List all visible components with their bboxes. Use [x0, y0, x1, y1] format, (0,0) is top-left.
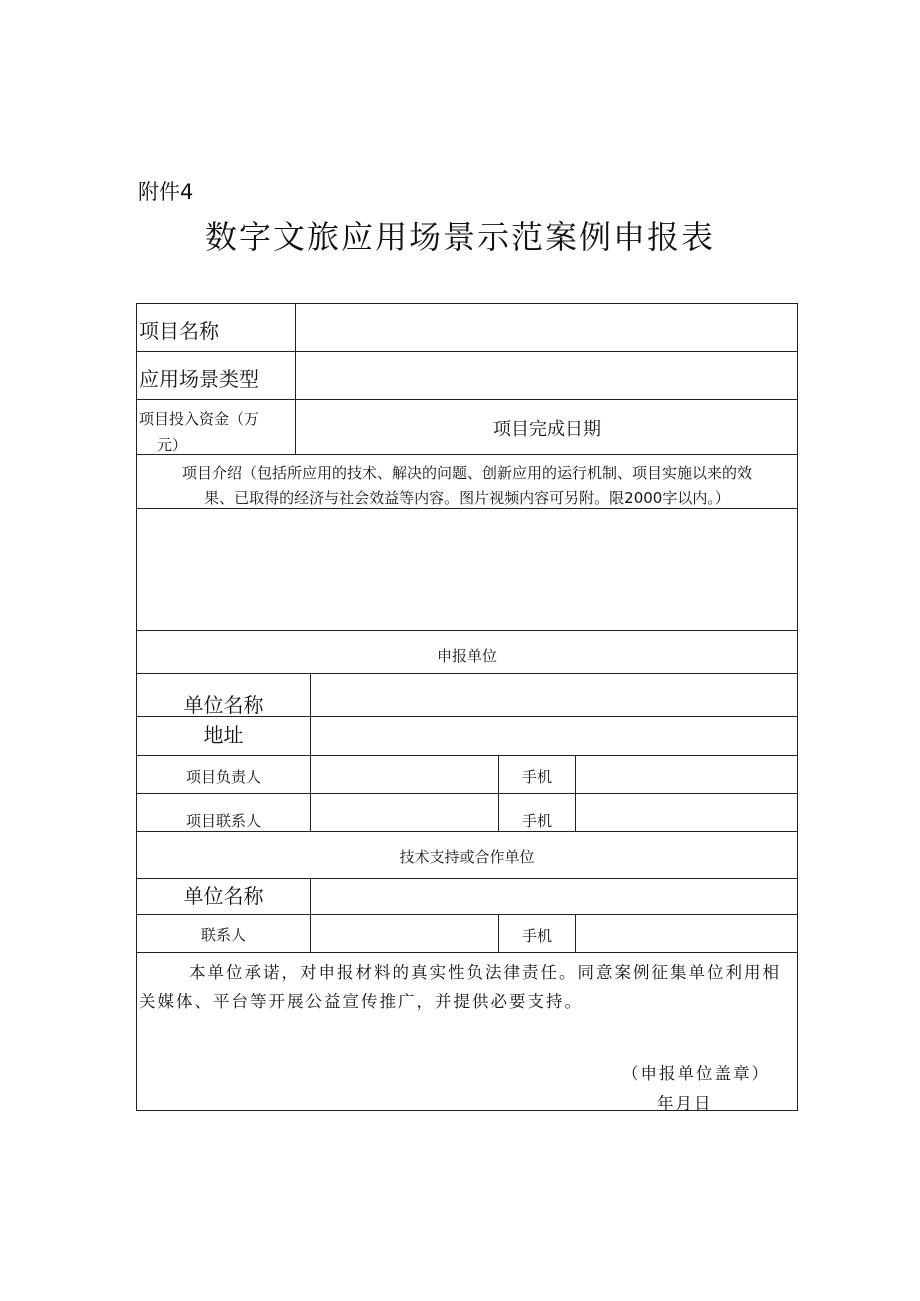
row-divider [137, 399, 797, 400]
tech-mobile-label: 手机 [521, 927, 552, 945]
column-divider [310, 878, 311, 952]
tech-section-heading: 技术支持或合作单位 [399, 848, 535, 866]
address-label: 地址 [203, 723, 244, 747]
tech-mobile-field[interactable] [577, 916, 796, 951]
project-name-field[interactable] [297, 305, 795, 350]
application-form [136, 303, 798, 1111]
lead-mobile-field[interactable] [577, 757, 796, 792]
applicant-unit-name-field[interactable] [312, 675, 796, 715]
investment-label-cont: 元） [157, 436, 188, 454]
project-lead-label: 项目负责人 [185, 768, 261, 786]
project-intro-instructions [137, 461, 797, 511]
intro-line-1: 项目介绍（包括所应用的技术、解决的问题、创新应用的运行机制、项目实施以来的效 [181, 464, 752, 482]
applicant-section-heading: 申报单位 [436, 647, 497, 665]
contact-mobile-label: 手机 [521, 812, 552, 830]
tech-unit-name-field[interactable] [312, 880, 796, 913]
row-divider [137, 793, 797, 794]
column-divider [575, 755, 576, 831]
column-divider [575, 914, 576, 952]
project-contact-label: 项目联系人 [185, 812, 261, 830]
lead-mobile-label: 手机 [521, 768, 552, 786]
tech-contact-label: 联系人 [200, 926, 246, 944]
attachment-label: 附件4 [138, 180, 194, 204]
project-name-label: 项目名称 [139, 319, 219, 343]
row-divider [137, 831, 797, 832]
project-lead-field[interactable] [312, 757, 497, 792]
row-divider [137, 454, 797, 455]
tech-unit-name-label: 单位名称 [183, 884, 264, 908]
column-divider [310, 673, 311, 831]
row-divider [137, 673, 797, 674]
contact-mobile-field[interactable] [577, 795, 796, 830]
row-divider [137, 351, 797, 352]
scenario-type-label: 应用场景类型 [139, 367, 259, 391]
tech-contact-field[interactable] [312, 916, 497, 951]
investment-label: 项目投入资金（万 [139, 410, 260, 428]
applicant-unit-name-label: 单位名称 [183, 693, 264, 717]
row-divider [137, 878, 797, 879]
row-divider [137, 630, 797, 631]
pledge-block [137, 953, 797, 1113]
date-label: 年月日 [657, 1094, 713, 1113]
column-divider [295, 304, 296, 454]
seal-label: （申报单位盖章） [622, 1064, 770, 1083]
row-divider [137, 755, 797, 756]
address-field[interactable] [312, 718, 796, 754]
form-title: 数字文旅应用场景示范案例申报表 [204, 218, 715, 256]
pledge-text: 本单位承诺，对申报材料的真实性负法律责任。同意案例征集单位利用相关媒体、平台等开展公益宣传推广，并提供必要支持。 [139, 963, 781, 1011]
project-contact-field[interactable] [312, 795, 497, 830]
row-divider [137, 914, 797, 915]
scenario-type-field[interactable] [297, 353, 795, 398]
completion-date-label: 项目完成日期 [493, 419, 601, 440]
project-intro-field[interactable] [138, 510, 796, 629]
intro-line-2: 果、已取得的经济与社会效益等内容。图片视频内容可另附。限2000字以内。） [204, 489, 730, 507]
